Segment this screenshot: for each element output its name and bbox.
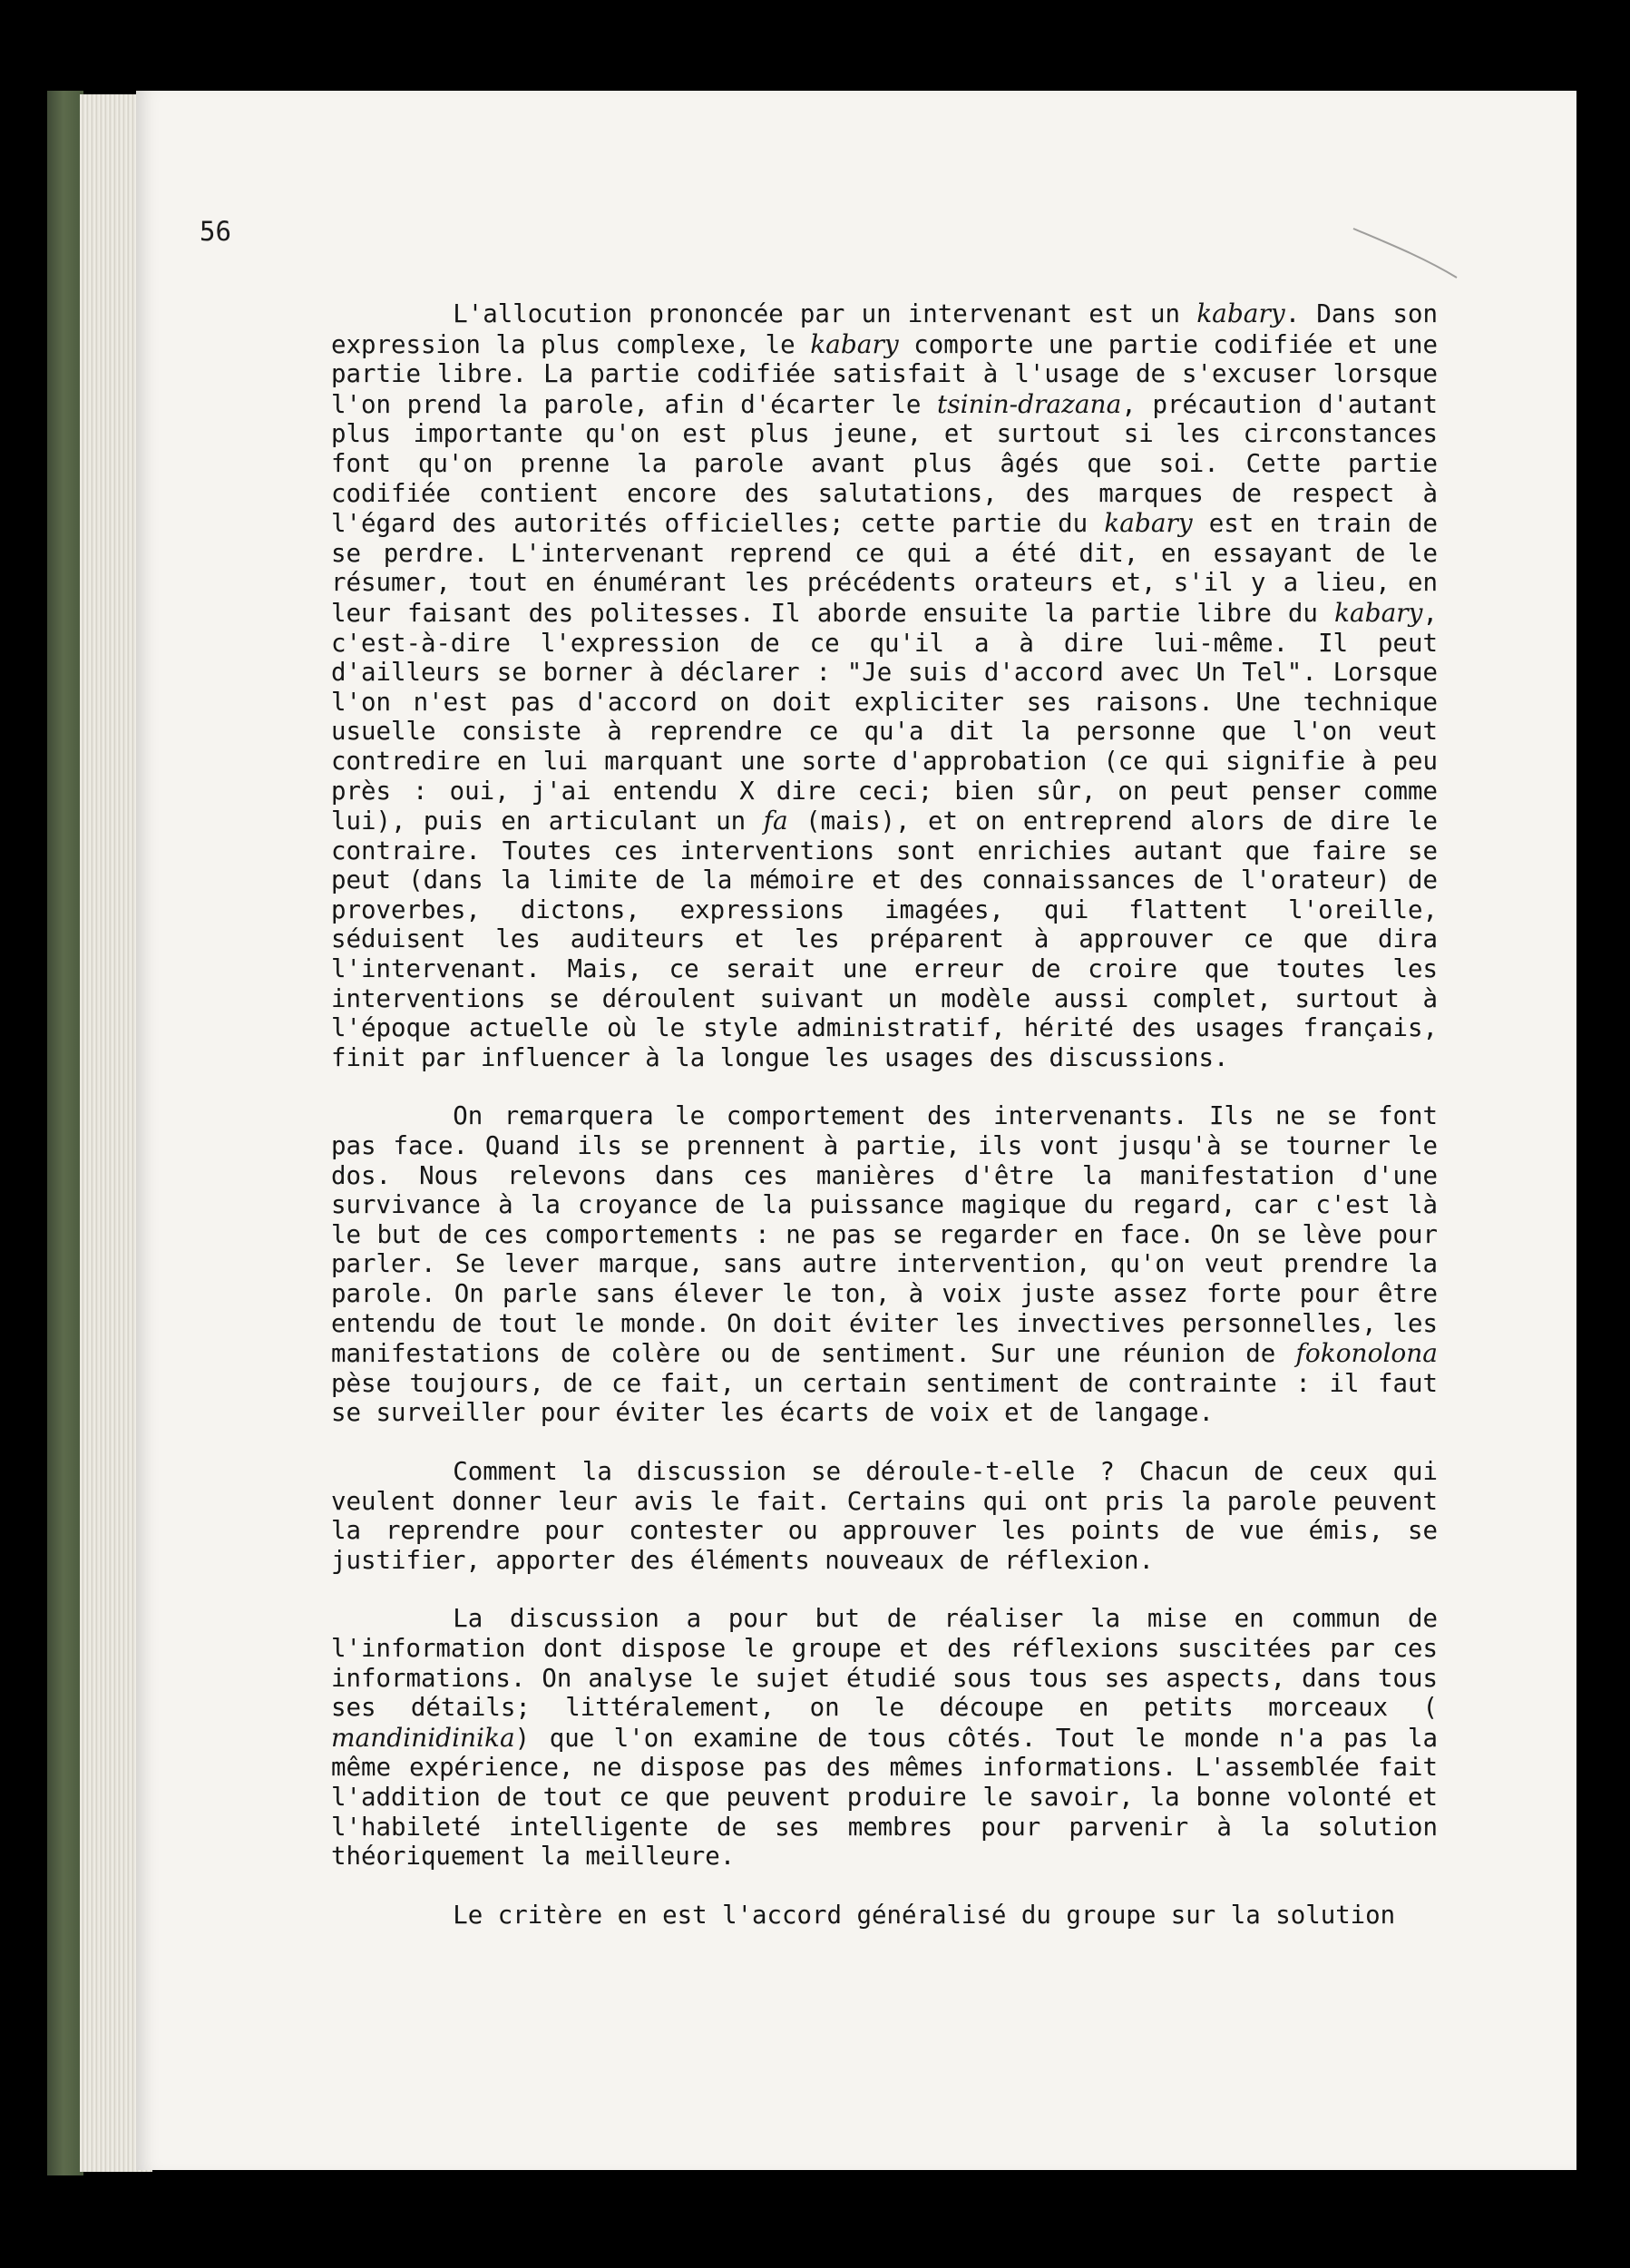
text-run: , précaution d'autant plus importante qu'on est plus jeune, et surtout si les circonstances font qu'on prenne la parole avant plus âgés que soi. Cette partie codifiée contient encore des salutations, des marques de respect à l'égard des autorités officielles; cette partie du	[331, 390, 1438, 539]
italic-term: kabary	[1196, 298, 1285, 328]
paragraph	[331, 1605, 1438, 1872]
text-run: est en train de se perdre. L'intervenant reprend ce qui a été dit, en essayant de le résumer, tout en énumérant les précédents orateurs et, s'il y a lieu, en leur faisant des politesses. Il aborde ensuite la partie libre du	[331, 510, 1438, 628]
body-text	[331, 299, 1438, 1931]
text-run: On remarquera le comportement des intervenants. Ils ne se font pas face. Quand ils se prennent à partie, ils vont jusqu'à se tourner le dos. Nous relevons dans ces manières d'être la manifestation d'une survivance à la croyance de la puissance magique du regard, car c'est là le but de ces comportements : ne pas se regarder en face. On se lève pour parler. Se lever marque, sans autre intervention, qu'on veut prendre la parole. On parle sans élever le ton, à voix juste assez forte pour être entendu de tout le monde. On doit éviter les invectives personnelles, les manifestations de colère ou de sentiment. Sur une réunion de	[331, 1102, 1438, 1369]
paragraph	[331, 1102, 1438, 1429]
text-run: Le critère en est l'accord généralisé du groupe sur la solution	[453, 1901, 1396, 1930]
italic-term: kabary	[1334, 597, 1423, 628]
italic-term: tsinin-drazana	[937, 388, 1122, 419]
paragraph	[331, 1458, 1438, 1576]
text-run: (mais), et on entreprend alors de dire le contraire. Toutes ces interventions sont enrichies autant que faire se peut (dans la limite de la mémoire et des connaissances de l'orateur) de proverbes, dictons, expressions imagées, qui flattent l'oreille, séduisent les auditeurs et les préparent à approuver ce que dira l'intervenant. Mais, ce serait une erreur de croire que toutes les interventions se déroulent suivant un modèle aussi complet, surtout à l'époque actuelle où le style administratif, hérité des usages français, finit par influencer à la longue les usages des discussions.	[331, 807, 1438, 1072]
book-cover-edge	[47, 91, 83, 2175]
text-run: L'allocution prononcée par un intervenant est un	[453, 300, 1197, 328]
text-run: . Dans son expression la plus complexe, le	[331, 300, 1438, 359]
page-number: 56	[200, 216, 231, 247]
italic-term: kabary	[1104, 508, 1193, 539]
scan-marker	[27, 1776, 36, 1794]
text-run: ) que l'on examine de tous côtés. Tout le monde n'a pas la même expérience, ne dispose pas des mêmes informations. L'assemblée fait l'addition de tout ce que peuvent produire le savoir, la bonne volonté et l'habileté intelligente de ses membres pour parvenir à la solution théoriquement la meilleure.	[331, 1724, 1438, 1872]
text-run: pèse toujours, de ce fait, un certain sentiment de contrainte : il faut se surveiller pour éviter les écarts de voix et de langage.	[331, 1369, 1438, 1428]
paragraph	[331, 1901, 1438, 1931]
italic-term: kabary	[810, 328, 899, 359]
italic-term: fa	[763, 806, 788, 836]
pen-mark-icon	[1352, 227, 1460, 281]
italic-term: mandinidinika	[331, 1722, 515, 1753]
italic-term: fokonolona	[1295, 1338, 1438, 1369]
text-run: Comment la discussion se déroule-t-elle ? Chacun de ceux qui veulent donner leur avis le fait. Certains qui ont pris la parole peuvent la reprendre pour contester ou approuver les points de vue émis, se justifier, apporter des éléments nouveaux de réflexion.	[331, 1457, 1438, 1575]
text-run: La discussion a pour but de réaliser la mise en commun de l'information dont dispose le groupe et des réflexions suscitées par ces informations. On analyse le sujet étudié sous tous ses aspects, dans tous ses détails; littéralement, on le découpe en petits morceaux (	[331, 1605, 1438, 1723]
paragraph	[331, 299, 1438, 1073]
text-run: comporte une partie codifiée et une partie libre. La partie codifiée satisfait à l'usage de s'excuser lorsque l'on prend la parole, afin d'écarter le	[331, 330, 1438, 419]
text-run: , c'est-à-dire l'expression de ce qu'il a à dire lui-même. Il peut d'ailleurs se borner à déclarer : "Je suis d'accord avec Un Tel". Lorsque l'on n'est pas d'accord on doit expliciter ses raisons. Une technique usuelle consiste à reprendre ce qu'a dit la personne que l'on veut contredire en lui marquant une sorte d'approbation (ce qui signifie à peu près : oui, j'ai entendu X dire ceci; bien sûr, on peut penser comme lui), puis en articulant un	[331, 599, 1438, 836]
